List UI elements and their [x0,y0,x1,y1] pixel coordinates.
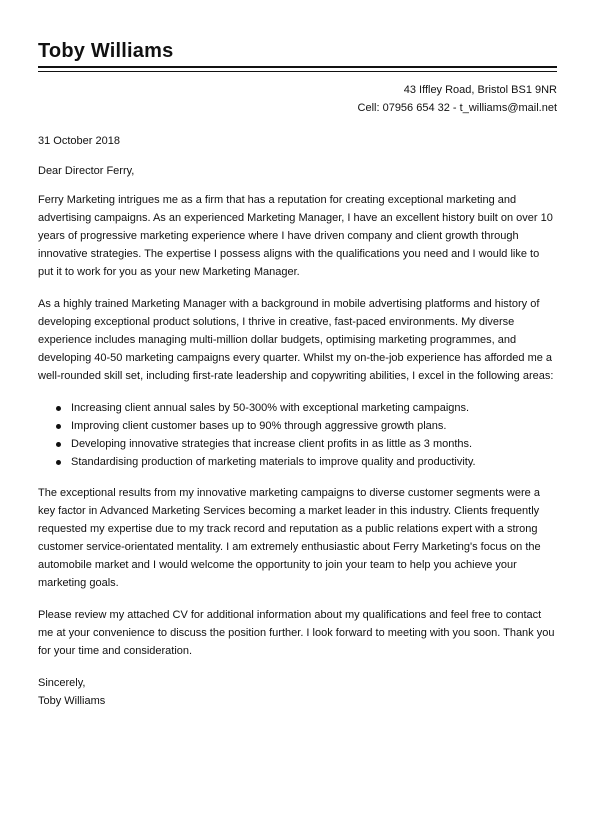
paragraph-intro: Ferry Marketing intrigues me as a firm that has a reputation for creating exceptional marketing and advertising campaigns. As an experienced Marketing Manager, I have an excellent history built on over 10 years of progressive marketing experience where I have driven company and client growth through innovative strategies. The expertise I possess aligns with the qualifications you need and I would like to put it to work for you as your new Marketing Manager. [38,194,553,278]
list-item-text: Increasing client annual sales by 50-300% with exceptional marketing campaigns. [71,402,470,414]
header-rule-thick [38,66,557,68]
header-rule-thin [38,71,557,72]
signature-name: Toby Williams [38,695,106,707]
applicant-name: Toby Williams [38,40,174,62]
achievement-list [38,399,557,471]
list-item [56,417,557,435]
paragraph-experience: As a highly trained Marketing Manager with a background in mobile advertising platforms and history of developing exceptional product solutions, I thrive in creative, fast-paced environments. My diverse experience includes managing multi-million dollar budgets, optimising marketing programmes, and developing 40-50 marketing campaigns every quarter. Whilst my on-the-job experience has afforded me a well-rounded skill set, including first-rate leadership and copywriting abilities, I excel in the following areas: [38,298,554,382]
address-line: 43 Iffley Road, Bristol BS1 9NR [403,84,557,96]
bullet-icon [56,460,61,465]
paragraph-call-to-action: Please review my attached CV for additional information about my qualifications and feel free to contact me at your convenience to discuss the position further. I look forward to meeting with you soon. Thank you for your time and consideration. [38,609,555,657]
paragraph-results: The exceptional results from my innovative marketing campaigns to diverse customer segments were a key factor in Advanced Marketing Services becoming a market leader in this industry. Clients frequently requested my expertise due to my track record and reputation as a public relations expert with a strong customer service-orientated mentality. I am extremely enthusiastic about Ferry Marketing's focus on the automobile market and I would welcome the opportunity to join your team to help you achieve your marketing goals. [38,487,541,589]
contact-block [358,81,557,117]
list-item [56,435,557,453]
list-item-text: Improving client customer bases up to 90% through aggressive growth plans. [71,420,447,432]
list-item-text: Developing innovative strategies that increase client profits in as little as 3 months. [71,438,473,450]
list-item-text: Standardising production of marketing materials to improve quality and productivity. [71,456,476,468]
bullet-icon [56,406,61,411]
closing-block [38,674,557,710]
salutation: Dear Director Ferry, [38,165,135,177]
letter-body [38,132,557,710]
closing-phrase: Sincerely, [38,677,86,689]
list-item [56,453,557,471]
list-item [56,399,557,417]
bullet-icon [56,442,61,447]
letter-date: 31 October 2018 [38,135,120,147]
bullet-icon [56,424,61,429]
phone-email-line: Cell: 07956 654 32 - t_williams@mail.net [357,102,557,114]
